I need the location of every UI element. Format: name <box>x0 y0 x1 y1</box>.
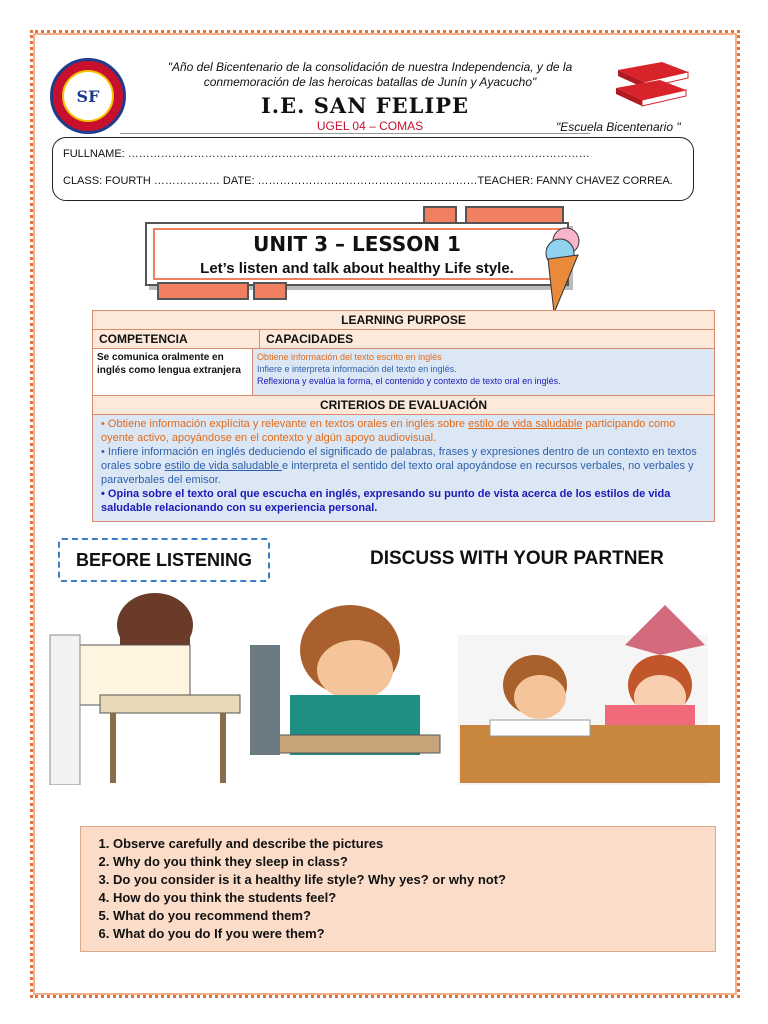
sleeping-kids-image <box>458 605 720 785</box>
capacidades-header: CAPACIDADES <box>266 332 354 346</box>
criterio-text: e interpreta el sentido del texto oral apoyándose en recursos verbales, no verbales y paraverbales del emisor. <box>101 460 694 486</box>
motto-text: "Año del Bicentenario de la consolidación de nuestra Independencia, y de la conmemoración de las heroicas batallas de Junín y Ayacucho" <box>167 60 573 89</box>
criterio-item: • Infiere información en inglés deduciendo el significado de palabras, frases y expresiones dentro de un contexto en textos orales sobre estilo de vida saludable e interpreta el sentido del texto oral apoyándose en recursos verbales, no verbales y paraverbales del emisor. <box>101 446 697 486</box>
discuss-heading: DISCUSS WITH YOUR PARTNER <box>370 548 664 569</box>
list-item: 2. Why do you think they sleep in class? <box>113 853 715 871</box>
unit-banner <box>145 210 570 300</box>
class-date-teacher-line[interactable]: CLASS: FOURTH ……………… DATE: ……………………………………………………TEACHER: FANNY CHAVEZ CORREA. <box>63 175 673 187</box>
header-rule <box>120 133 590 134</box>
unit-subtitle: Let’s listen and talk about healthy Life style. <box>200 260 514 277</box>
criterios-list <box>93 415 714 521</box>
questions-list <box>81 827 715 943</box>
before-listening-label: BEFORE LISTENING <box>58 538 270 582</box>
criterio-text: participando como oyente activo, apoyándose en el contexto y algún apoyo audiovisual. <box>101 418 676 444</box>
school-name: I.E. SAN FELIPE <box>260 93 470 118</box>
unit-title: UNIT 3 – LESSON 1 <box>253 232 461 256</box>
competencia-header: COMPETENCIA <box>93 330 260 348</box>
learning-purpose-header: LEARNING PURPOSE <box>93 311 714 330</box>
criterio-text: Infiere información en inglés deduciendo el significado de palabras, frases y expresiones dentro de un contexto en textos orales sobre <box>101 446 697 472</box>
school-seal-logo <box>50 58 126 134</box>
criterio-link: estilo de vida saludable <box>164 460 283 472</box>
student-info-box <box>52 137 694 201</box>
criterio-link: estilo de vida saludable <box>468 418 583 430</box>
competencia-cell: Se comunica oralmente en inglés como lengua extranjera <box>93 349 253 395</box>
criterio-item: • Obtiene información explícita y relevante en textos orales en inglés sobre estilo de vida saludable participando como oyente activo, apoyándose en el contexto y algún apoyo audiovisual. <box>101 418 676 444</box>
sleeping-girl-image <box>50 593 240 785</box>
criterios-header: CRITERIOS DE EVALUACIÓN <box>93 396 714 415</box>
list-item: 4. How do you think the students feel? <box>113 889 715 907</box>
ugel-label: UGEL 04 – COMAS <box>316 119 424 133</box>
list-item: 1. Observe carefully and describe the pictures <box>113 835 715 853</box>
unit-card <box>145 222 569 286</box>
discussion-questions-box <box>80 826 716 952</box>
seal-initials: SF <box>62 70 114 122</box>
criterio-item: • Opina sobre el texto oral que escucha en inglés, expresando su punto de vista acerca de los estilos de vida saludable relacionando con su experiencia personal. <box>101 488 671 514</box>
table-column-headers <box>93 330 714 349</box>
list-item: 5. What do you recommend them? <box>113 907 715 925</box>
table-row <box>93 349 714 396</box>
fullname-line[interactable]: FULLNAME: ……………………………………………………………………………………………………………… <box>63 148 590 160</box>
escuela-label: "Escuela Bicentenario " <box>556 120 681 134</box>
criterio-text: Opina sobre el texto oral que escucha en inglés, expresando su punto de vista acerca de los estilos de vida saludable relacionando con su experiencia personal. <box>101 488 671 514</box>
books-logo-icon <box>612 60 692 120</box>
sleeping-students-illustration <box>40 585 730 785</box>
capacidad-item: Obtiene información del texto escrito en inglés <box>257 352 442 362</box>
capacidades-cell <box>253 349 565 395</box>
capacidad-item: Infiere e interpreta información del texto en inglés. <box>257 364 457 374</box>
list-item: 3. Do you consider is it a healthy life style? Why yes? or why not? <box>113 871 715 889</box>
sleeping-boy-image <box>250 605 440 755</box>
banner-tab <box>157 282 249 300</box>
ice-cream-icon <box>540 225 590 315</box>
capacidad-item: Reflexiona y evalúa la forma, el contenido y contexto de texto oral en inglés. <box>257 376 561 386</box>
learning-purpose-table <box>92 310 715 522</box>
criterio-text: Obtiene información explícita y relevante en textos orales en inglés sobre <box>107 418 469 430</box>
banner-tab <box>253 282 287 300</box>
list-item: 6. What do you do If you were them? <box>113 925 715 943</box>
